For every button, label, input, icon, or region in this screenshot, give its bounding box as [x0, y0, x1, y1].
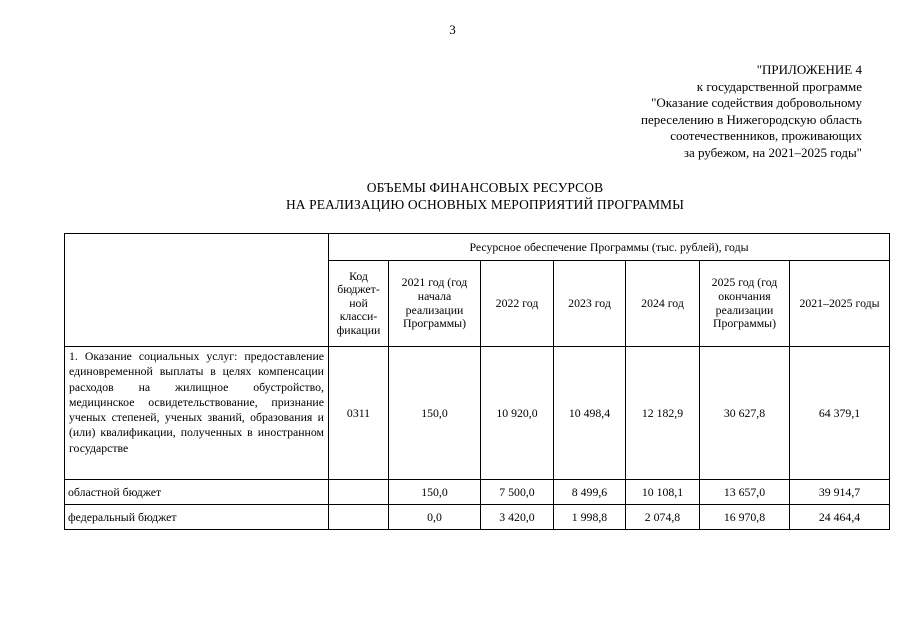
table-row	[65, 480, 890, 505]
appendix-line: "Оказание содействия добровольному	[651, 95, 862, 111]
cell-2024: 10 108,1	[626, 480, 700, 505]
cell-total: 64 379,1	[790, 347, 890, 480]
cell-2023: 10 498,4	[554, 347, 626, 480]
appendix-line: переселению в Нижегородскую область	[640, 111, 862, 127]
row-label: 1. Оказание социальных услуг: предоставление единовременной выплаты в целях компенсации расходов на жилищное обустройство, медицинское освидетельствование, признание ученых степеней, ученых званий, образования и (или) квалификации, полученных в иностранном государстве	[65, 347, 329, 480]
table-group-header: Ресурсное обеспечение Программы (тыс. рублей), годы	[329, 234, 890, 261]
table-header-empty-cell	[65, 234, 329, 347]
column-header-2023: 2023 год	[554, 261, 626, 347]
cell-2024: 12 182,9	[626, 347, 700, 480]
title-line-2: НА РЕАЛИЗАЦИЮ ОСНОВНЫХ МЕРОПРИЯТИЙ ПРОГРАММЫ	[285, 196, 685, 212]
table-row	[65, 347, 890, 480]
table-row	[65, 505, 890, 530]
column-header-2021: 2021 год (год начала реализации Программы)	[389, 261, 481, 347]
cell-total: 39 914,7	[790, 480, 890, 505]
cell-2022: 7 500,0	[481, 480, 554, 505]
appendix-line: за рубежом, на 2021–2025 годы"	[683, 144, 862, 160]
cell-2022: 10 920,0	[481, 347, 554, 480]
column-header-total: 2021–2025 годы	[790, 261, 890, 347]
appendix-line: соотечественников, проживающих	[670, 128, 862, 144]
column-header-2024: 2024 год	[626, 261, 700, 347]
cell-2021: 150,0	[389, 347, 481, 480]
cell-total: 24 464,4	[790, 505, 890, 530]
financial-table	[64, 233, 890, 530]
row-label: областной бюджет	[65, 480, 329, 505]
cell-2025: 13 657,0	[700, 480, 790, 505]
column-header-2022: 2022 год	[481, 261, 554, 347]
cell-2023: 8 499,6	[554, 480, 626, 505]
cell-2022: 3 420,0	[481, 505, 554, 530]
cell-budget-code	[329, 480, 389, 505]
title-line-1: ОБЪЕМЫ ФИНАНСОВЫХ РЕСУРСОВ	[366, 180, 604, 195]
cell-budget-code: 0311	[329, 347, 389, 480]
appendix-line: "ПРИЛОЖЕНИЕ 4	[756, 62, 862, 77]
cell-2025: 16 970,8	[700, 505, 790, 530]
cell-2021: 150,0	[389, 480, 481, 505]
appendix-line: к государственной программе	[696, 78, 862, 94]
cell-budget-code	[329, 505, 389, 530]
page-number: 3	[449, 22, 456, 37]
row-label: федеральный бюджет	[65, 505, 329, 530]
column-header-budget-code: Код бюджет-ной класси-фикации	[329, 261, 389, 347]
cell-2024: 2 074,8	[626, 505, 700, 530]
document-title	[0, 180, 905, 213]
cell-2023: 1 998,8	[554, 505, 626, 530]
appendix-heading	[641, 62, 862, 162]
cell-2025: 30 627,8	[700, 347, 790, 480]
table-header-row	[65, 234, 890, 261]
column-header-2025: 2025 год (год окончания реализации Программы)	[700, 261, 790, 347]
cell-2021: 0,0	[389, 505, 481, 530]
